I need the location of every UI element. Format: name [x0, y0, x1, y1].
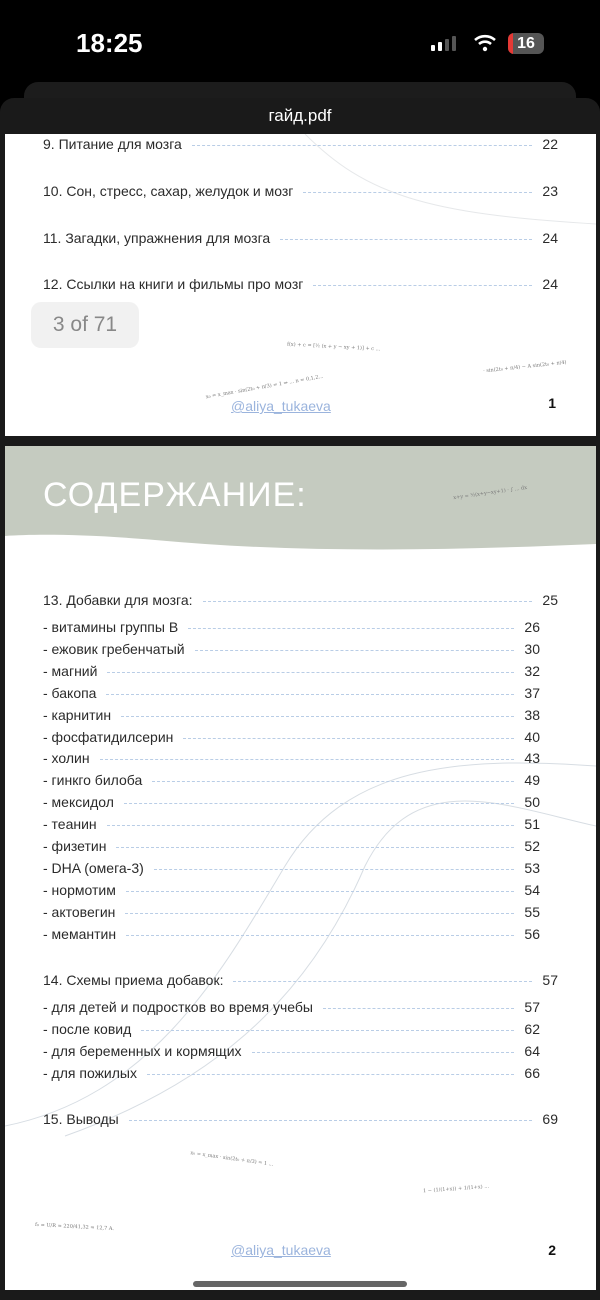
dot-leader [252, 1052, 515, 1053]
toc-subrow[interactable] [43, 729, 540, 745]
toc-page: 40 [524, 728, 540, 745]
dot-leader [107, 825, 515, 826]
toc-label: - DHA (омега-3) [43, 859, 144, 876]
dot-leader [125, 913, 514, 914]
toc-label: - для пожилых [43, 1065, 137, 1081]
cellular-signal-icon [431, 36, 456, 51]
dot-leader [152, 781, 514, 782]
author-handle-link[interactable]: @aliya_tukaeva [231, 398, 331, 414]
toc-page: 62 [524, 1021, 540, 1037]
toc-subrow[interactable] [43, 882, 540, 898]
toc-subrow[interactable] [43, 794, 540, 810]
toc-subrow[interactable] [43, 904, 540, 920]
toc-row[interactable]: 12. Ссылки на книги и фильмы про мозг 24 [43, 276, 558, 292]
dot-leader [107, 672, 514, 673]
toc-subrow[interactable] [43, 619, 540, 635]
toc-page: 30 [524, 640, 540, 657]
formula-decoration: 1 − (1/(1+x)) + 1/(1+x) ... [422, 1183, 490, 1195]
toc-page: 56 [524, 925, 540, 942]
battery-icon [508, 33, 544, 54]
page-counter: 3 of 71 [31, 302, 139, 348]
toc-subrow[interactable] [43, 816, 540, 832]
dot-leader [154, 869, 515, 870]
formula-decoration: f₀ = U/R = 220/41,32 = 12,7 A. [34, 1221, 115, 1233]
dot-leader [121, 716, 514, 717]
dot-leader [147, 1074, 514, 1075]
document-title: гайд.pdf [268, 106, 332, 125]
toc-page: 38 [524, 706, 540, 723]
toc-row[interactable]: 10. Сон, стресс, сахар, желудок и мозг 23 [43, 183, 558, 199]
dot-leader [323, 1008, 514, 1009]
toc-subrow[interactable] [43, 707, 540, 723]
toc-page: 52 [524, 838, 540, 854]
toc-label: - фосфатидилсерин [43, 728, 174, 745]
formula-decoration: x₀ = x_max · sin(2t₀ + π/3) = 1 ⇒ ... n = 0,1,2... [205, 373, 324, 401]
toc-subrow[interactable] [43, 772, 540, 788]
toc-label: - бакопа [43, 684, 97, 701]
toc-page: 64 [524, 1043, 540, 1059]
status-bar [0, 0, 600, 80]
toc-label: - ежовик гребенчатый [43, 640, 185, 657]
toc-subrow[interactable] [43, 838, 540, 854]
toc-page: 50 [524, 794, 540, 811]
toc-subrow[interactable] [43, 1043, 540, 1059]
toc-page: 55 [524, 903, 540, 920]
toc-page: 26 [524, 619, 540, 635]
toc-label: - холин [43, 750, 90, 767]
author-handle-link[interactable]: @aliya_tukaeva [231, 1242, 331, 1258]
toc-label: - нормотим [43, 881, 116, 898]
dot-leader [126, 891, 515, 892]
dot-leader [195, 650, 515, 651]
toc-label: - после ковид [43, 1021, 132, 1037]
dot-leader [100, 759, 515, 760]
formula-decoration: x+y = ½(x+y−xy+1) · ∫ ... dx [452, 484, 528, 502]
dot-leader [141, 1030, 514, 1031]
toc-label: - физетин [43, 838, 107, 854]
formula-decoration: f(x) + c = [½ (x + y − xy + 1)] + c ... [286, 341, 381, 353]
dot-leader [124, 803, 515, 804]
toc-row[interactable]: 13. Добавки для мозга: 25 [43, 592, 558, 608]
toc-label: - магний [43, 662, 98, 679]
toc-subrow[interactable] [43, 1065, 540, 1081]
toc-subrow[interactable] [43, 999, 540, 1015]
dot-leader [183, 738, 514, 739]
toc-subrow[interactable] [43, 685, 540, 701]
toc-subrow[interactable] [43, 641, 540, 657]
pdf-page-1[interactable] [5, 134, 596, 436]
dot-leader [106, 694, 514, 695]
dot-leader [188, 628, 514, 629]
dot-leader [126, 935, 514, 936]
toc-label: - теанин [43, 816, 97, 833]
section-heading: СОДЕРЖАНИЕ: [43, 476, 307, 514]
wifi-icon [474, 34, 496, 52]
formula-decoration: · sin(2t₀ + π/4) − A sin(2t₀ + π/4) [482, 359, 567, 375]
toc-page: 66 [524, 1065, 540, 1081]
formula-decoration: x₀ = x_max · sin(2t₀ + π/3) = 1 ... [189, 1150, 274, 1168]
toc-label: - мемантин [43, 925, 117, 942]
toc-page: 32 [524, 662, 540, 679]
toc-subrow[interactable] [43, 926, 540, 942]
toc-subrow[interactable] [43, 860, 540, 876]
toc-label: - гинкго билоба [43, 772, 143, 789]
toc-row[interactable]: 14. Схемы приема добавок: 57 [43, 972, 558, 988]
dot-leader [116, 847, 514, 848]
toc-row[interactable]: 9. Питание для мозга 22 [43, 136, 558, 152]
toc-page: 49 [524, 772, 540, 789]
toc-page: 51 [524, 816, 540, 833]
toc-page: 57 [524, 999, 540, 1015]
toc-row[interactable]: 11. Загадки, упражнения для мозга 24 [43, 230, 558, 246]
toc-subrow[interactable] [43, 663, 540, 679]
toc-page: 37 [524, 684, 540, 701]
toc-subrow[interactable] [43, 1021, 540, 1037]
toc-row[interactable]: 15. Выводы 69 [43, 1111, 558, 1127]
toc-label: - карнитин [43, 706, 112, 723]
toc-label: - мексидол [43, 794, 114, 811]
battery-level: 16 [517, 35, 535, 52]
toc-page: 43 [524, 750, 540, 767]
toc-page: 53 [524, 859, 540, 876]
clock: 18:25 [76, 28, 143, 58]
toc-page: 54 [524, 881, 540, 898]
toc-label: - для детей и подростков во время учебы [43, 999, 313, 1015]
toc-subrow[interactable] [43, 750, 540, 766]
pdf-page-2[interactable] [5, 446, 596, 1290]
toc-label: - витамины группы В [43, 619, 179, 635]
toc-label: - для беременных и кормящих [43, 1043, 242, 1059]
page-number: 2 [548, 1242, 556, 1258]
home-indicator[interactable] [193, 1281, 407, 1287]
toc-label: - актовегин [43, 903, 116, 920]
page-number: 1 [548, 395, 556, 411]
